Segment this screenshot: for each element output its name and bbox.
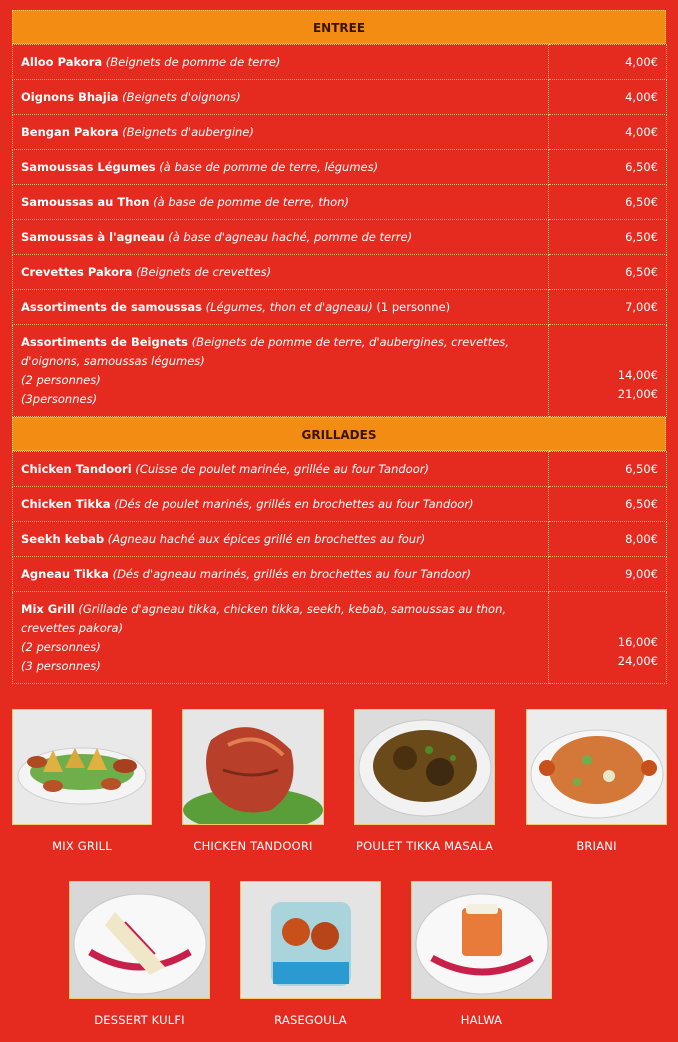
item-price: 6,50€ [549, 220, 667, 255]
table-row [13, 487, 667, 522]
food-photo [69, 881, 210, 999]
table-row [13, 150, 667, 185]
item-description: (Légumes, thon et d'agneau) [205, 300, 373, 314]
photo-caption: HALWA [460, 1013, 503, 1027]
photo-poulet-tikka-masala [354, 709, 495, 853]
item-price: 8,00€ [549, 522, 667, 557]
table-row [13, 592, 667, 684]
item-name: Mix Grill [21, 601, 75, 616]
item-name: Seekh kebab [21, 532, 105, 546]
table-row [13, 325, 667, 417]
item-price: 6,50€ [549, 452, 667, 487]
item-serving: (1 personne) [372, 300, 451, 314]
item-description: (Beignets de pomme de terre) [105, 55, 281, 69]
item-description: (Grillade d'agneau tikka, chicken tikka, seekh, kebab, samoussas au thon, crevettes pakora) [21, 601, 507, 635]
food-photo [526, 709, 667, 825]
item-description: (Agneau haché aux épices grillé en brochettes au four) [107, 532, 426, 546]
item-price: 4,00€ [549, 115, 667, 150]
photo-mix-grill [12, 709, 152, 853]
item-price: 6,50€ [549, 255, 667, 290]
photo-caption: CHICKEN TANDOORI [193, 839, 313, 853]
item-price: 14,00€ [617, 367, 658, 382]
item-name: Oignons Bhajia [21, 90, 119, 104]
item-price: 16,00€ [617, 634, 658, 649]
food-photo [240, 881, 381, 999]
table-row [13, 80, 667, 115]
item-description: (à base de pomme de terre, légumes) [159, 160, 379, 174]
food-photo [182, 709, 324, 825]
item-name: Chicken Tikka [21, 497, 111, 511]
item-option: (3personnes) [21, 391, 98, 406]
section-header-entree: ENTREE [12, 10, 666, 44]
photo-dessert-kulfi [69, 881, 210, 1027]
item-option: (2 personnes) [21, 639, 101, 654]
photo-caption: MIX GRILL [52, 839, 112, 853]
table-row [13, 115, 667, 150]
item-name: Chicken Tandoori [21, 462, 132, 476]
item-price: 7,00€ [549, 290, 667, 325]
item-description: (Dés d'agneau marinés, grillés en brochettes au four Tandoor) [112, 567, 471, 581]
item-price: 24,00€ [617, 653, 658, 668]
section-header-grillades: GRILLADES [12, 417, 666, 451]
item-description: (Beignets d'aubergine) [122, 125, 254, 139]
item-price: 9,00€ [549, 557, 667, 592]
photo-caption: DESSERT KULFI [94, 1013, 185, 1027]
item-price: 6,50€ [549, 185, 667, 220]
item-name: Samoussas à l'agneau [21, 230, 165, 244]
item-price: 21,00€ [617, 386, 658, 401]
item-name: Assortiments de Beignets [21, 334, 189, 349]
item-name: Assortiments de samoussas [21, 300, 202, 314]
food-photo [411, 881, 552, 999]
item-option: (3 personnes) [21, 658, 101, 673]
item-description: (Dés de poulet marinés, grillés en brochettes au four Tandoor) [114, 497, 474, 511]
table-row [13, 522, 667, 557]
item-description: (Cuisse de poulet marinée, grillée au four Tandoor) [135, 462, 429, 476]
photo-chicken-tandoori [182, 709, 324, 853]
item-description: (à base d'agneau haché, pomme de terre) [168, 230, 413, 244]
item-name: Alloo Pakora [21, 55, 103, 69]
entree-items [12, 44, 667, 417]
photo-rasegoula [240, 881, 381, 1027]
item-description: (Beignets de pomme de terre, d'aubergines, crevettes, d'oignons, samoussas légumes) [21, 334, 509, 368]
food-photo [354, 709, 495, 825]
item-description: (Beignets d'oignons) [122, 90, 241, 104]
food-photo [12, 709, 152, 825]
table-row [13, 185, 667, 220]
item-price: 6,50€ [549, 150, 667, 185]
table-row [13, 290, 667, 325]
photo-caption: BRIANI [576, 839, 617, 853]
item-name: Agneau Tikka [21, 567, 109, 581]
item-name: Samoussas Légumes [21, 160, 156, 174]
grillades-items [12, 451, 667, 684]
photo-briani [526, 709, 667, 853]
table-row [13, 255, 667, 290]
photo-caption: POULET TIKKA MASALA [355, 839, 494, 853]
photo-caption: RASEGOULA [274, 1013, 347, 1027]
table-row [13, 220, 667, 255]
table-row [13, 557, 667, 592]
item-name: Bengan Pakora [21, 125, 119, 139]
item-description: (à base de pomme de terre, thon) [153, 195, 349, 209]
item-price: 4,00€ [549, 80, 667, 115]
table-row [13, 452, 667, 487]
item-name: Crevettes Pakora [21, 265, 133, 279]
item-price: 6,50€ [549, 487, 667, 522]
item-name: Samoussas au Thon [21, 195, 150, 209]
item-option: (2 personnes) [21, 372, 101, 387]
menu-table [12, 10, 666, 684]
photo-halwa [411, 881, 552, 1027]
table-row [13, 45, 667, 80]
item-description: (Beignets de crevettes) [136, 265, 272, 279]
item-price: 4,00€ [549, 45, 667, 80]
